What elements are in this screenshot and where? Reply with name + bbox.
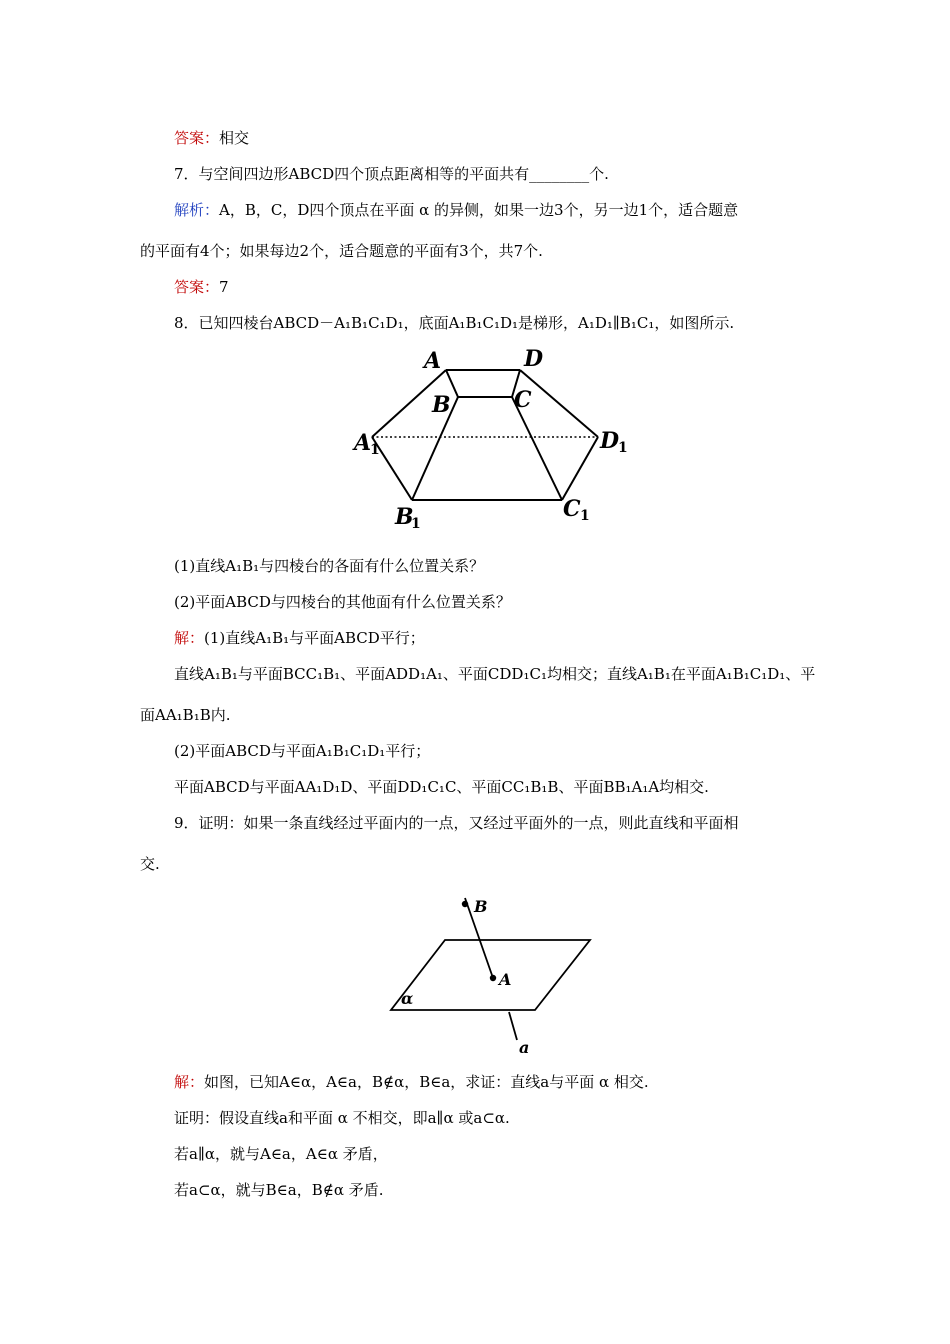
solution-label: 解：	[174, 629, 205, 647]
label-alpha: α	[401, 989, 414, 1008]
solution-8-line5: 平面ABCD与平面AA₁D₁D、平面DD₁C₁C、平面CC₁B₁B、平面BB₁A₁A均相交.	[174, 778, 709, 796]
label-B1-sub: 1	[411, 516, 421, 530]
answer-text: 相交	[219, 129, 250, 147]
label-A: A	[499, 970, 512, 989]
proof-line2: 若a∥α，就与A∈a，A∈α 矛盾，	[174, 1145, 388, 1163]
answer-text: 7	[219, 278, 229, 296]
answer-label: 答案：	[174, 278, 220, 296]
solution-8-line3: 面AA₁B₁B内.	[140, 706, 231, 724]
label-C: C	[514, 387, 532, 413]
question-9-cont: 交.	[140, 855, 160, 873]
analysis-7-cont: 的平面有4个；如果每边2个，适合题意的平面有3个，共7个.	[140, 242, 543, 260]
label-A1-sub: 1	[370, 442, 380, 458]
solution-8-line4: (2)平面ABCD与平面A₁B₁C₁D₁平行；	[174, 742, 431, 760]
label-B1: B	[395, 504, 414, 530]
answer-7	[174, 276, 846, 298]
label-B: B	[474, 897, 488, 916]
analysis-label: 解析：	[174, 201, 220, 219]
label-C1: C	[563, 496, 581, 522]
question-7: 7．与空间四边形ABCD四个顶点距离相等的平面共有________个.	[174, 165, 609, 183]
subquestion-2: (2)平面ABCD与四棱台的其他面有什么位置关系？	[174, 593, 511, 611]
question-8: 8．已知四棱台ABCD－A₁B₁C₁D₁，底面A₁B₁C₁D₁是梯形，A₁D₁∥B₁C₁，如图所示.	[174, 314, 735, 332]
solution-text: (1)直线A₁B₁与平面ABCD平行；	[204, 629, 425, 647]
label-C1-sub: 1	[580, 508, 590, 524]
label-A1: A	[354, 430, 372, 456]
answer-label: 答案：	[174, 129, 220, 147]
subquestion-1: (1)直线A₁B₁与四棱台的各面有什么位置关系？	[174, 557, 485, 575]
solution-label: 解：	[174, 1073, 205, 1091]
question-9: 9．证明：如果一条直线经过平面内的一点，又经过平面外的一点，则此直线和平面相	[174, 814, 739, 832]
label-D1-sub: 1	[618, 440, 628, 456]
label-D: D	[524, 346, 544, 372]
label-A: A	[424, 348, 442, 374]
solution-8-line2: 直线A₁B₁与平面BCC₁B₁、平面ADD₁A₁、平面CDD₁C₁均相交；直线A₁B₁在平面A₁B₁C₁D₁、平	[174, 665, 816, 683]
label-D1: D	[600, 428, 620, 454]
solution-text: 如图，已知A∈α，A∈a，B∉α，B∈a，求证：直线a与平面 α 相交.	[204, 1073, 649, 1091]
analysis-text: A，B，C，D四个顶点在平面 α 的异侧，如果一边3个，另一边1个，适合题意	[219, 201, 739, 219]
frustum-figure	[340, 340, 640, 530]
answer-6	[174, 127, 846, 149]
solution-9	[174, 1071, 846, 1093]
solution-8	[174, 627, 846, 649]
label-a: a	[519, 1038, 530, 1057]
analysis-7	[174, 199, 846, 221]
proof-line1: 证明：假设直线a和平面 α 不相交，即a∥α 或a⊂α.	[174, 1109, 510, 1127]
label-B: B	[432, 392, 451, 418]
plane-line-figure	[385, 890, 605, 1060]
proof-line3: 若a⊂α，就与B∈a，B∉α 矛盾.	[174, 1181, 384, 1199]
